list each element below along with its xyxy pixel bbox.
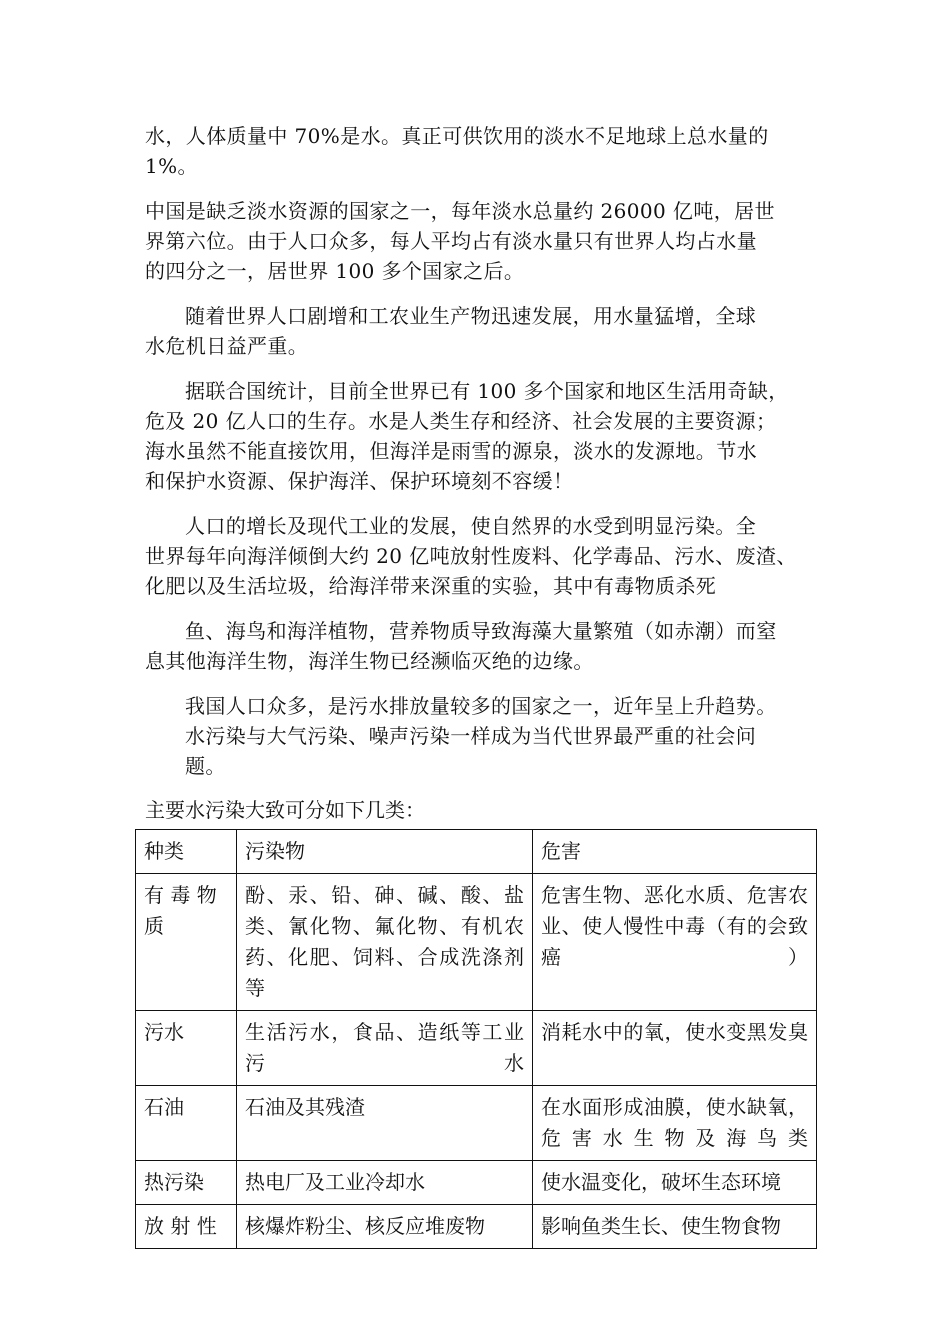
pollutant-cell: 生活污水，食品、造纸等工业污水 [237,1011,533,1086]
harm-cell: 危害生物、恶化水质、危害农业、使人慢性中毒（有的会致癌） [533,874,817,1011]
header-cell-harm: 危害 [533,830,817,874]
pollutant-cell: 核爆炸粉尘、核反应堆废物 [237,1205,533,1249]
paragraph-line: 题。 [185,754,226,778]
paragraph-line: 危及 20 亿人口的生存。水是人类生存和经济、社会发展的主要资源； [145,409,777,433]
paragraph-line: 水，人体质量中 70%是水。真正可供饮用的淡水不足地球上总水量的 [145,124,769,148]
paragraph-line: 海水虽然不能直接饮用，但海洋是雨雪的源泉，淡水的发源地。节水 [145,439,757,463]
paragraph-line: 1%。 [145,154,198,178]
table-row [136,874,817,1011]
type-cell: 有 毒 物 质 [136,874,237,1011]
pollutant-cell: 石油及其残渣 [237,1086,533,1161]
paragraph-line: 息其他海洋生物，海洋生物已经濒临灭绝的边缘。 [145,649,594,673]
type-cell: 热污染 [136,1161,237,1205]
table-caption: 主要水污染大致可分如下几类： [145,798,425,822]
paragraph-line: 和保护水资源、保护海洋、保护环境刻不容缓！ [145,469,574,493]
harm-cell: 影响鱼类生长、使生物食物 [533,1205,817,1249]
table-row [136,1161,817,1205]
paragraph-line: 随着世界人口剧增和工农业生产物迅速发展，用水量猛增，全球 [185,304,757,328]
table-header-row [136,830,817,874]
paragraph-line: 我国人口众多，是污水排放量较多的国家之一，近年呈上升趋势。 [185,694,777,718]
paragraph-line: 水危机日益严重。 [145,334,309,358]
paragraph-line: 化肥以及生活垃圾，给海洋带来深重的实验，其中有毒物质杀死 [145,574,717,598]
paragraph-line: 中国是缺乏淡水资源的国家之一，每年淡水总量约 26000 亿吨，居世 [145,199,775,223]
pollutant-cell: 热电厂及工业冷却水 [237,1161,533,1205]
paragraph-line: 鱼、海鸟和海洋植物，营养物质导致海藻大量繁殖（如赤潮）而窒 [185,619,777,643]
pollutant-cell: 酚、汞、铅、砷、碱、酸、盐类、氰化物、氟化物、有机农药、化肥、饲料、合成洗涤剂等 [237,874,533,1011]
pollution-table [135,829,817,1249]
harm-cell: 使水温变化，破坏生态环境 [533,1161,817,1205]
paragraph-line: 的四分之一，居世界 100 多个国家之后。 [145,259,525,283]
table-row [136,1205,817,1249]
paragraph-line: 世界每年向海洋倾倒大约 20 亿吨放射性废料、化学毒品、污水、废渣、 [145,544,797,568]
paragraph-line: 水污染与大气污染、噪声污染一样成为当代世界最严重的社会问 [185,724,757,748]
paragraph-line: 据联合国统计，目前全世界已有 100 多个国家和地区生活用奇缺， [185,379,789,403]
paragraph-line: 人口的增长及现代工业的发展，使自然界的水受到明显污染。全 [185,514,757,538]
harm-cell: 消耗水中的氧，使水变黑发臭 [533,1011,817,1086]
table-row [136,1086,817,1161]
header-cell-type: 种类 [136,830,237,874]
header-cell-pollutant: 污染物 [237,830,533,874]
type-cell: 污水 [136,1011,237,1086]
paragraph-line: 界第六位。由于人口众多，每人平均占有淡水量只有世界人均占水量 [145,229,757,253]
harm-cell: 在水面形成油膜，使水缺氧，危害水生物及海鸟类 [533,1086,817,1161]
table-row [136,1011,817,1086]
type-cell: 放 射 性 [136,1205,237,1249]
type-cell: 石油 [136,1086,237,1161]
